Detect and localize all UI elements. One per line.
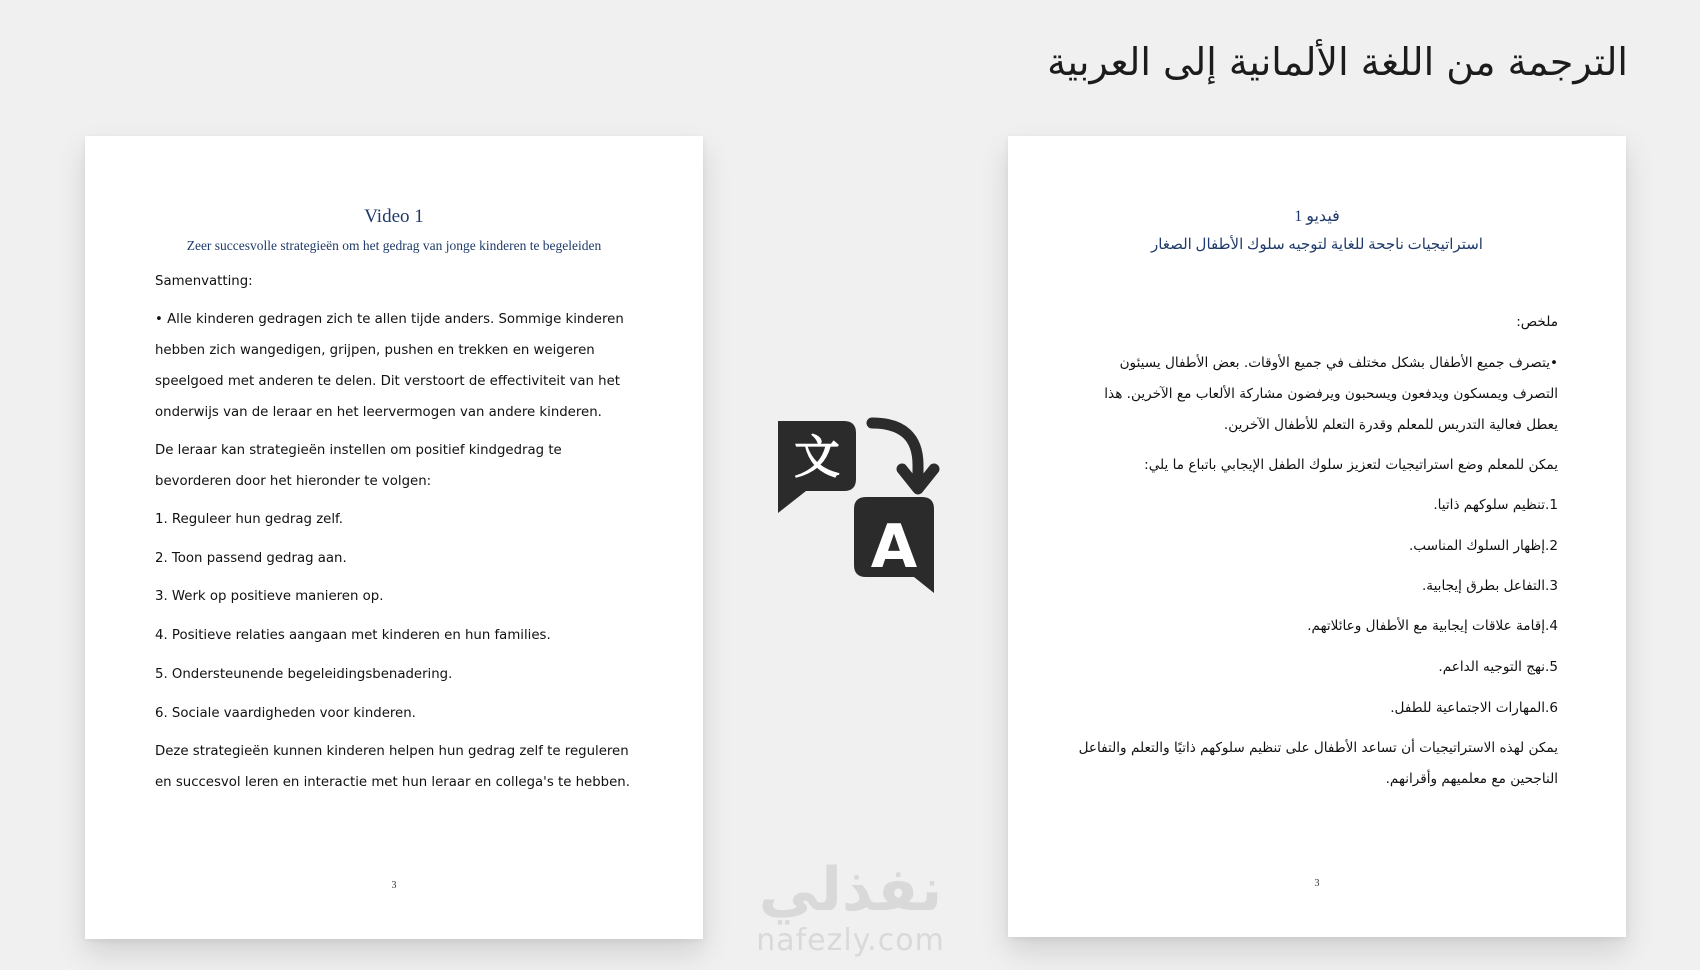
source-subtitle: Zeer succesvolle strategieën om het gedrag van jonge kinderen te begeleiden <box>186 238 602 253</box>
target-list-item: 4.إقامة علاقات إيجابية مع الأطفال وعائلاتهم. <box>1307 618 1558 634</box>
source-page-number: 3 <box>391 880 397 891</box>
source-summary-label: Samenvatting: <box>155 274 253 289</box>
target-list-item: 5.نهج التوجيه الداعم. <box>1438 659 1558 675</box>
source-paragraph: • Alle kinderen gedragen zich te allen tijde anders. Sommige kinderen hebben zich wangedigen, grijpen, pushen en trekken en weigeren speelgoed met anderen te delen. Dit verstoort de effectiviteit van het onderwijs van de leraar en het leervermogen van andere kinderen. <box>155 312 624 420</box>
target-paragraph: •يتصرف جميع الأطفال بشكل مختلف في جميع الأوقات. بعض الأطفال يسيئون التصرف ويمسكون ويدفعون ويسحبون ويرفضون مشاركة الألعاب مع الآخرين. هذا يعطل فعالية التدريس للمعلم وقدرة التعلم للأطفال الآخرين. <box>1104 355 1558 433</box>
target-list-item: 2.إظهار السلوك المناسب. <box>1408 538 1558 554</box>
source-list-item: 1. Reguleer hun gedrag zelf. <box>155 512 343 527</box>
source-video-title: Video 1 <box>364 206 424 227</box>
watermark-arabic: نفذلي <box>758 855 943 925</box>
source-list-item: 3. Werk op positieve manieren op. <box>155 589 384 604</box>
target-video-title: فيديو 1 <box>1294 208 1340 225</box>
target-body <box>1078 307 1558 795</box>
source-list-item: 2. Toon passend gedrag aan. <box>155 551 347 566</box>
target-paragraph: يمكن للمعلم وضع استراتيجيات لتعزيز سلوك الطفل الإيجابي باتباع ما يلي: <box>1144 457 1558 473</box>
watermark-latin: nafezly.com <box>756 923 945 958</box>
target-list-item: 6.المهارات الاجتماعية للطفل. <box>1390 700 1558 716</box>
target-list-item: 1.تنظيم سلوكهم ذاتيا. <box>1433 497 1558 513</box>
source-list-item: 4. Positieve relaties aangaan met kinderen en hun families. <box>155 628 551 643</box>
source-list-item: 6. Sociale vaardigheden voor kinderen. <box>155 706 416 721</box>
source-list-item: 5. Ondersteunende begeleidingsbenadering. <box>155 667 453 682</box>
translate-icon <box>768 417 942 593</box>
target-page-number: 3 <box>1314 878 1320 889</box>
page-heading: الترجمة من اللغة الألمانية إلى العربية <box>1047 40 1628 84</box>
source-glyph: 文 <box>794 430 840 484</box>
target-list-item: 3.التفاعل بطرق إيجابية. <box>1421 578 1558 594</box>
target-subtitle: استراتيجيات ناجحة للغاية لتوجيه سلوك الأطفال الصغار <box>1151 237 1483 253</box>
target-glyph: A <box>870 512 918 582</box>
target-document-page <box>1008 136 1626 937</box>
source-document-page <box>85 136 703 939</box>
target-paragraph: يمكن لهذه الاستراتيجيات أن تساعد الأطفال على تنظيم سلوكهم ذاتيًا والتعلم والتفاعل الناجحين مع معلميهم وأقرانهم. <box>1078 740 1558 787</box>
source-paragraph: Deze strategieën kunnen kinderen helpen hun gedrag zelf te reguleren en succesvol leren en interactie met hun leraar en collega's te hebben. <box>155 744 630 790</box>
target-summary-label: ملخص: <box>1516 314 1558 330</box>
watermark <box>748 856 953 958</box>
source-paragraph: De leraar kan strategieën instellen om positief kindgedrag te bevorderen door het hieronder te volgen: <box>155 443 562 489</box>
source-body <box>155 266 635 798</box>
